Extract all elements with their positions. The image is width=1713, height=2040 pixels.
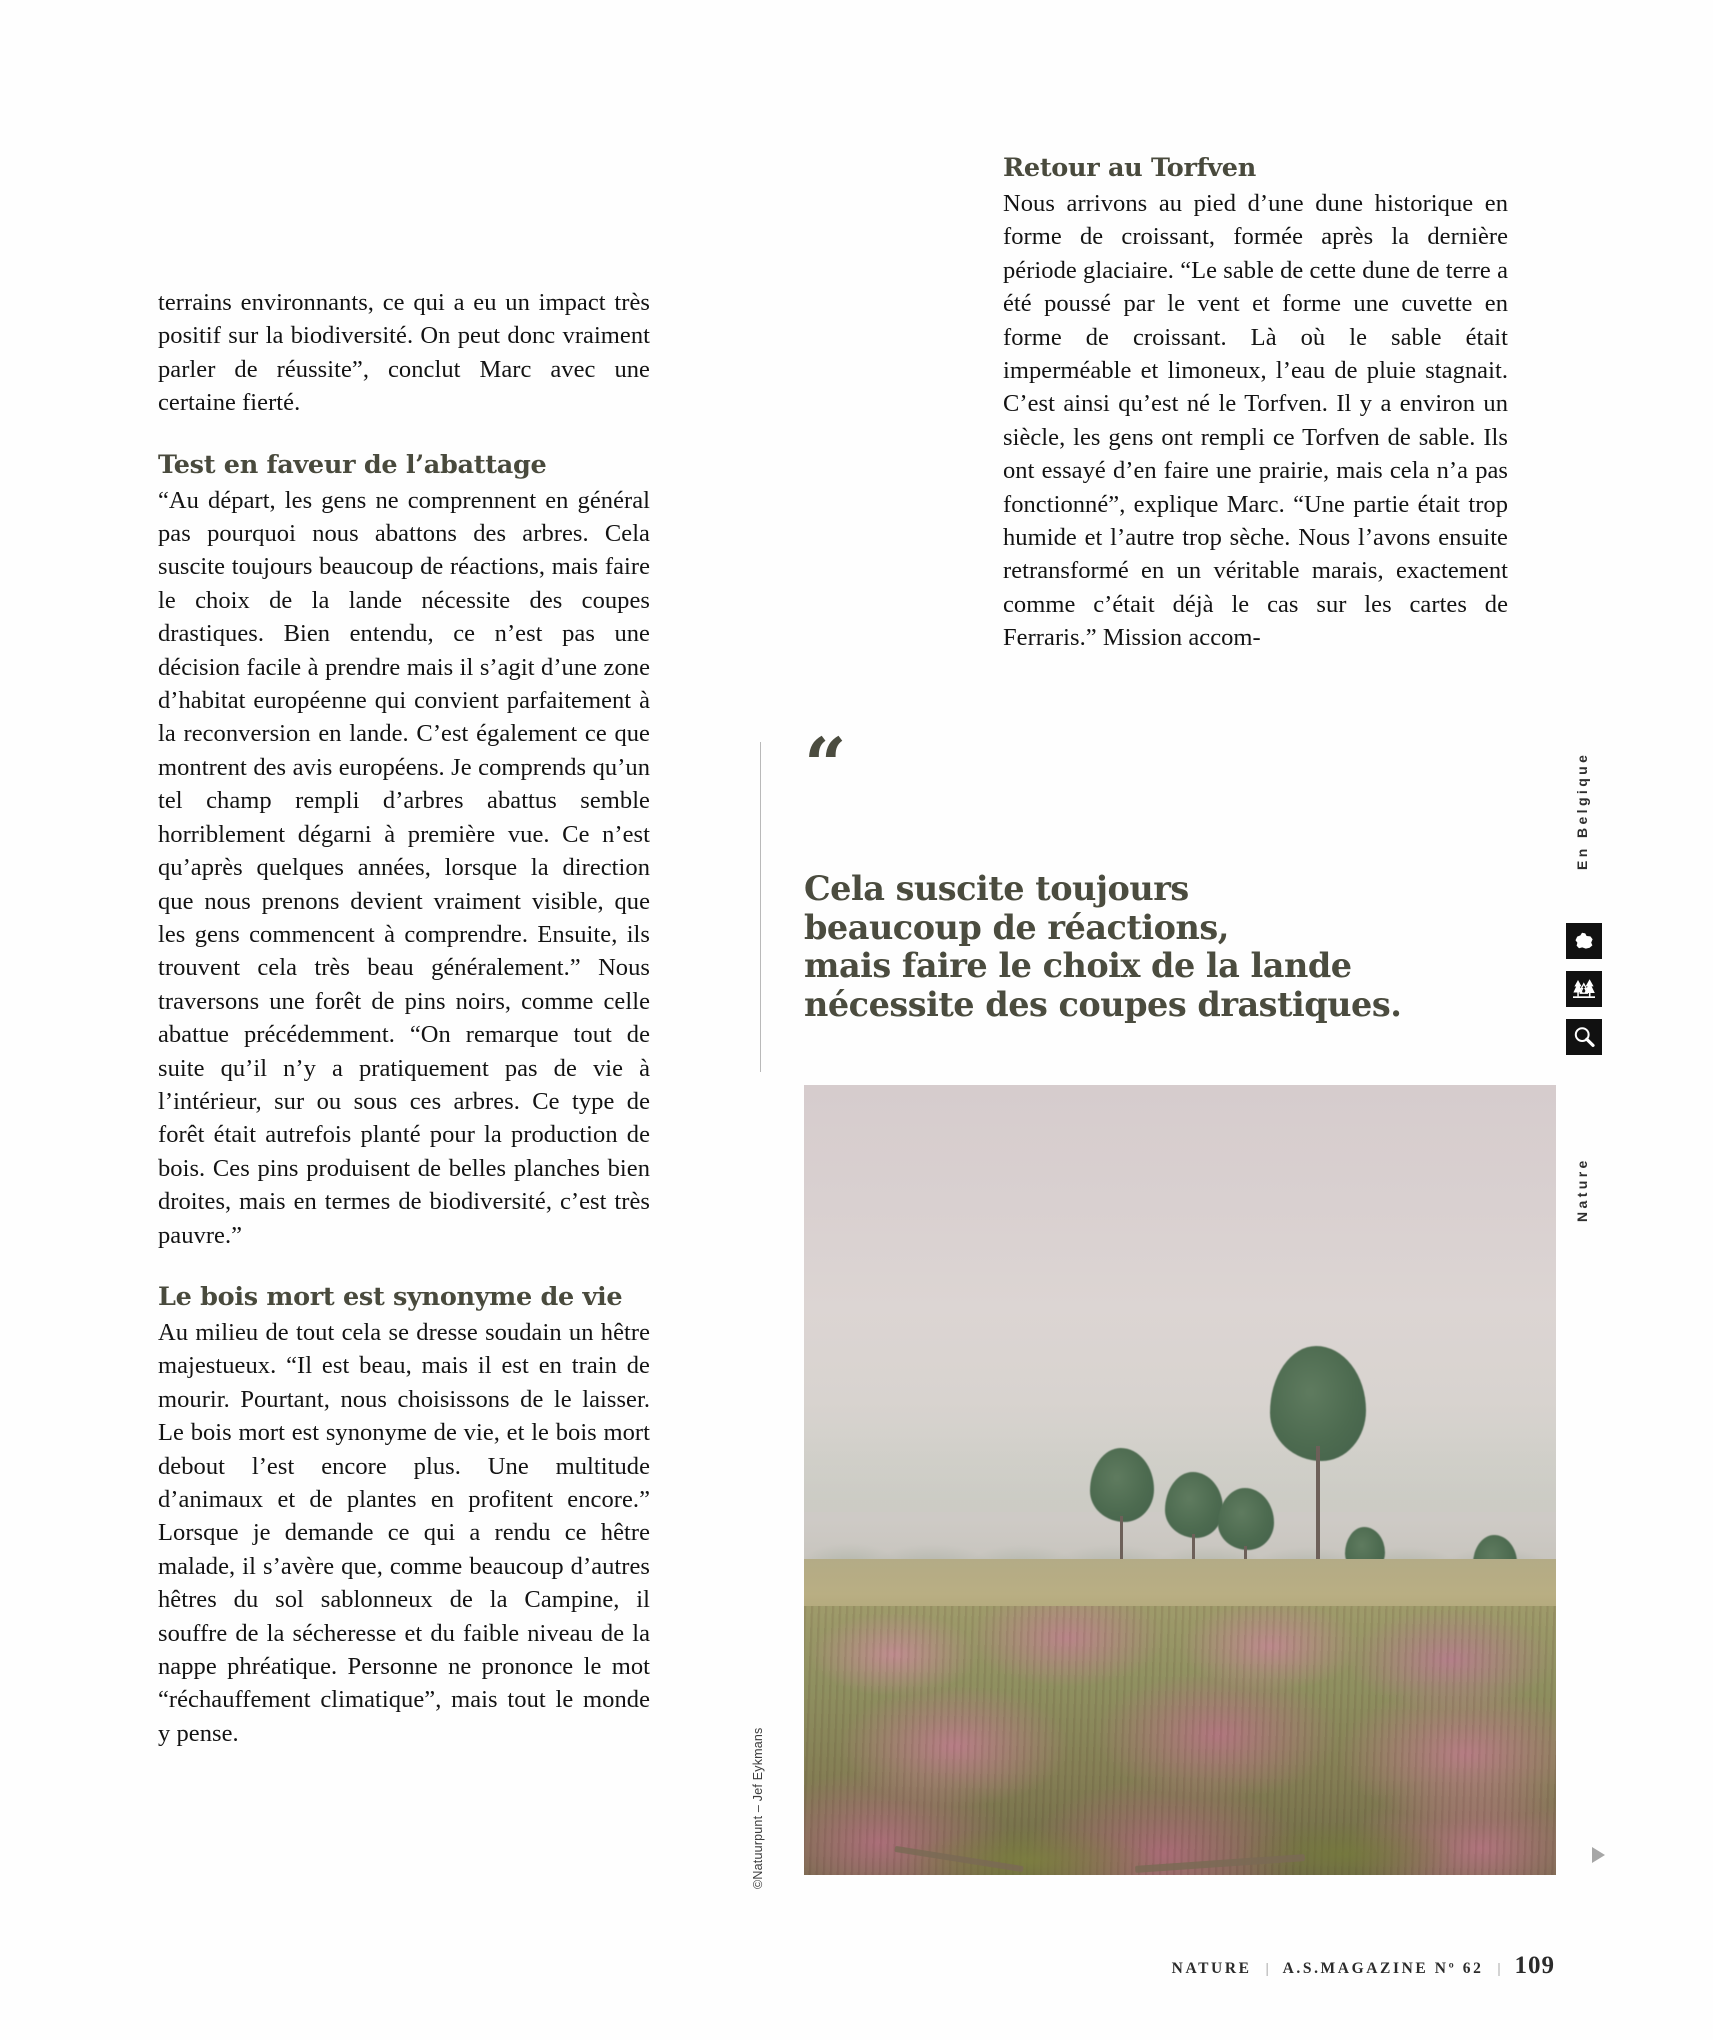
heading-test-abattage: Test en faveur de l’abattage <box>158 449 547 480</box>
magnifier-icon[interactable] <box>1566 1019 1602 1055</box>
quote-mark-icon: “ <box>804 723 845 809</box>
pull-quote-line-4: nécessite des coupes drastiques. <box>804 984 1402 1024</box>
rail-icon-group <box>1566 923 1602 1055</box>
heading-bois-mort: Le bois mort est synonyme de vie <box>158 1281 623 1312</box>
page-number: 109 <box>1514 1952 1555 1979</box>
footer-magazine-label: A.S.MAGAZINE Nº 62 <box>1282 1960 1484 1977</box>
page-footer <box>0 1952 1713 1980</box>
footer-separator-2: | <box>1497 1961 1501 1977</box>
paragraph-retour-torfven: Nous arrivons au pied d’une dune historique en forme de croissant, formée après la dernière période glaciaire. “Le sable de cette dune de terre a été poussé par le vent et forme une cuvette en forme de croissant. Là où le sable était imperméable et limoneux, l’eau de pluie stagnait. C’est ainsi qu’est né le Torfven. Il y a environ un siècle, les gens ont rempli ce Torfven de sable. Ils ont essayé d’en faire une prairie, mais cela n’a pas fonctionné”, explique Marc. “Une partie était trop humide et l’autre trop sèche. Nous l’avons ensuite retransformé en un véritable marais, exactement comme c’était déjà le cas sur les cartes de Ferraris.” Mission accom- <box>1003 190 1508 652</box>
photo-canvas <box>804 1085 1556 1875</box>
photo-heather-foreground <box>804 1606 1556 1875</box>
pull-quote-line-2: beaucoup de réactions, <box>804 907 1229 947</box>
heading-retour-torfven: Retour au Torfven <box>1003 153 1256 183</box>
photo-credit: ©Natuurpunt – Jef Eykmans <box>751 1727 765 1889</box>
continuation-arrow-icon <box>1592 1847 1605 1863</box>
rail-label-nature: Nature <box>1574 1157 1590 1222</box>
rail-label-en-belgique: En Belgique <box>1574 751 1590 870</box>
pull-quote-text <box>804 870 1520 1024</box>
heathland-photo <box>804 1085 1556 1875</box>
paragraph-test-abattage: “Au départ, les gens ne comprennent en général pas pourquoi nous abattons des arbres. Cela suscite toujours beaucoup de réactions, mais faire le choix de la lande nécessite des coupes drastiques. Bien entendu, ce n’est pas une décision facile à prendre mais il s’agit d’une zone d’habitat européenne qui convient parfaitement à la reconversion en lande. C’est également ce que montrent des avis européens. Je comprends qu’un tel champ rempli d’arbres abattus semble horriblement dégarni à première vue. Ce n’est qu’après quelques années, lorsque la direction que nous prenons devient vraiment visible, que les gens commencent à comprendre. Ensuite, ils trouvent cela très beau généralement.” Nous traversons une forêt de pins noirs, comme celle abattue précédemment. “On remarque tout de suite qu’il n’y a pratiquement pas de vie à l’intérieur, sur ou sous ces arbres. Ce type de forêt était autrefois planté pour la production de bois. Ces pins produisent de belles planches bien droites, mais en termes de biodiversité, c’est très pauvre.” <box>158 486 650 1249</box>
footer-separator-1: | <box>1265 1961 1269 1977</box>
forest-trees-icon[interactable] <box>1566 971 1602 1007</box>
pull-quote <box>760 723 1520 1024</box>
footer-section-label: NATURE <box>1171 1960 1252 1977</box>
paragraph-bois-mort: Au milieu de tout cela se dresse soudain un hêtre majestueux. “Il est beau, mais il est en train de mourir. Pourtant, nous choisissons de le laisser. Le bois mort est synonyme de vie, et le bois mort debout l’est encore plus. Une multitude d’animaux et de plantes en profitent encore.” Lorsque je demande ce qui a rendu ce hêtre malade, il s’avère que, comme beaucoup d’autres hêtres du sol sablonneux de la Campine, il souffre de la sécheresse et du faible niveau de la nappe phréatique. Personne ne prononce le mot “réchauffement climatique”, mais tout le monde y pense. <box>158 1318 650 1747</box>
left-column <box>158 286 650 1750</box>
continued-paragraph: terrains environnants, ce qui a eu un impact très positif sur la biodiversité. On peut donc vraiment parler de réussite”, conclut Marc avec une certaine fierté. <box>158 289 650 417</box>
right-column <box>1003 152 1508 655</box>
pull-quote-line-3: mais faire le choix de la lande <box>804 946 1352 985</box>
belgium-map-icon[interactable] <box>1566 923 1602 959</box>
pull-quote-line-1: Cela suscite toujours <box>804 869 1189 908</box>
